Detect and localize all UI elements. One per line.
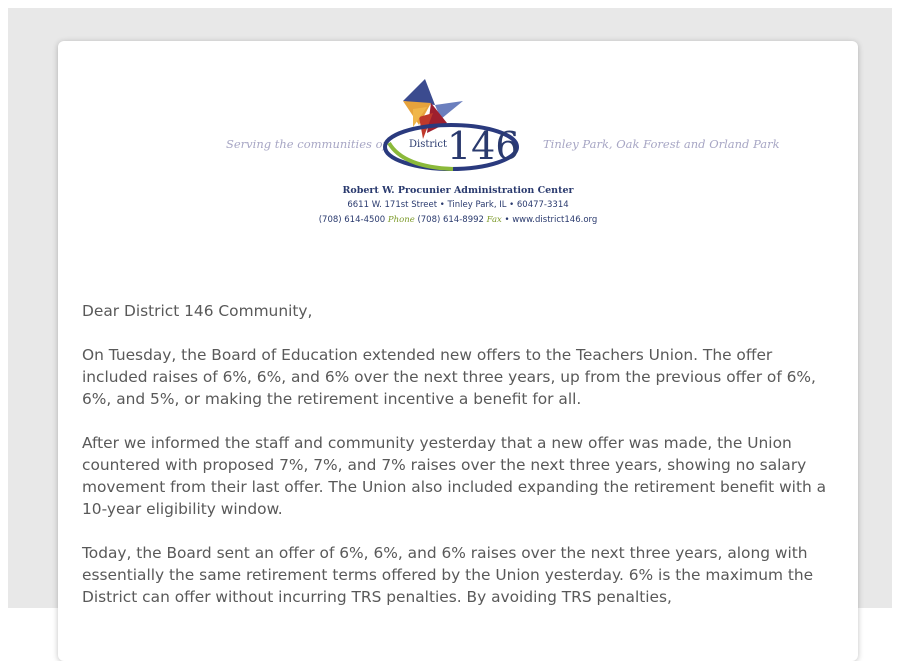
fax-label: Fax (486, 215, 502, 225)
paragraph-2: After we informed the staff and community yesterday that a new offer was made, the Union countered with proposed 7%, 7%, and 7% raises over the next three years, showing no salary movement from their last offer. The Union also included expanding the retirement benefit with a 10-year eligibility window. (82, 434, 827, 518)
paragraph-1: On Tuesday, the Board of Education extended new offers to the Teachers Union. The offer included raises of 6%, 6%, and 6% over the next three years, up from the previous offer of 6%, 6%, and 5%, or making the retirement incentive a benefit for all. (82, 346, 816, 408)
phone-label: Phone (387, 215, 415, 225)
letter-body (82, 300, 834, 630)
logo-word: District (409, 139, 447, 150)
paragraph-3: Today, the Board sent an offer of 6%, 6%, and 6% raises over the next three years, along with essentially the same retirement terms offered by the Union yesterday. 6% is the maximum the District can offer without incurring TRS penalties. By avoiding TRS penalties, (82, 544, 814, 606)
contact-line (58, 215, 858, 225)
phone-number: (708) 614-4500 (318, 215, 386, 225)
page-background (8, 8, 892, 608)
letter-card (58, 41, 858, 661)
salutation: Dear District 146 Community, (82, 302, 313, 320)
district-logo (383, 77, 533, 173)
letterhead (58, 41, 858, 241)
street-address: 6611 W. 171st Street • Tinley Park, IL • 60477-3314 (347, 200, 569, 210)
tagline-right: Tinley Park, Oak Forest and Orland Park (543, 137, 780, 151)
website-link[interactable]: • www.district146.org (504, 215, 598, 225)
fax-number: (708) 614-8992 (417, 215, 484, 225)
logo-number: 146 (447, 124, 520, 168)
admin-center-name: Robert W. Procunier Administration Center (342, 185, 574, 196)
tagline-left: Serving the communities of (226, 137, 387, 151)
